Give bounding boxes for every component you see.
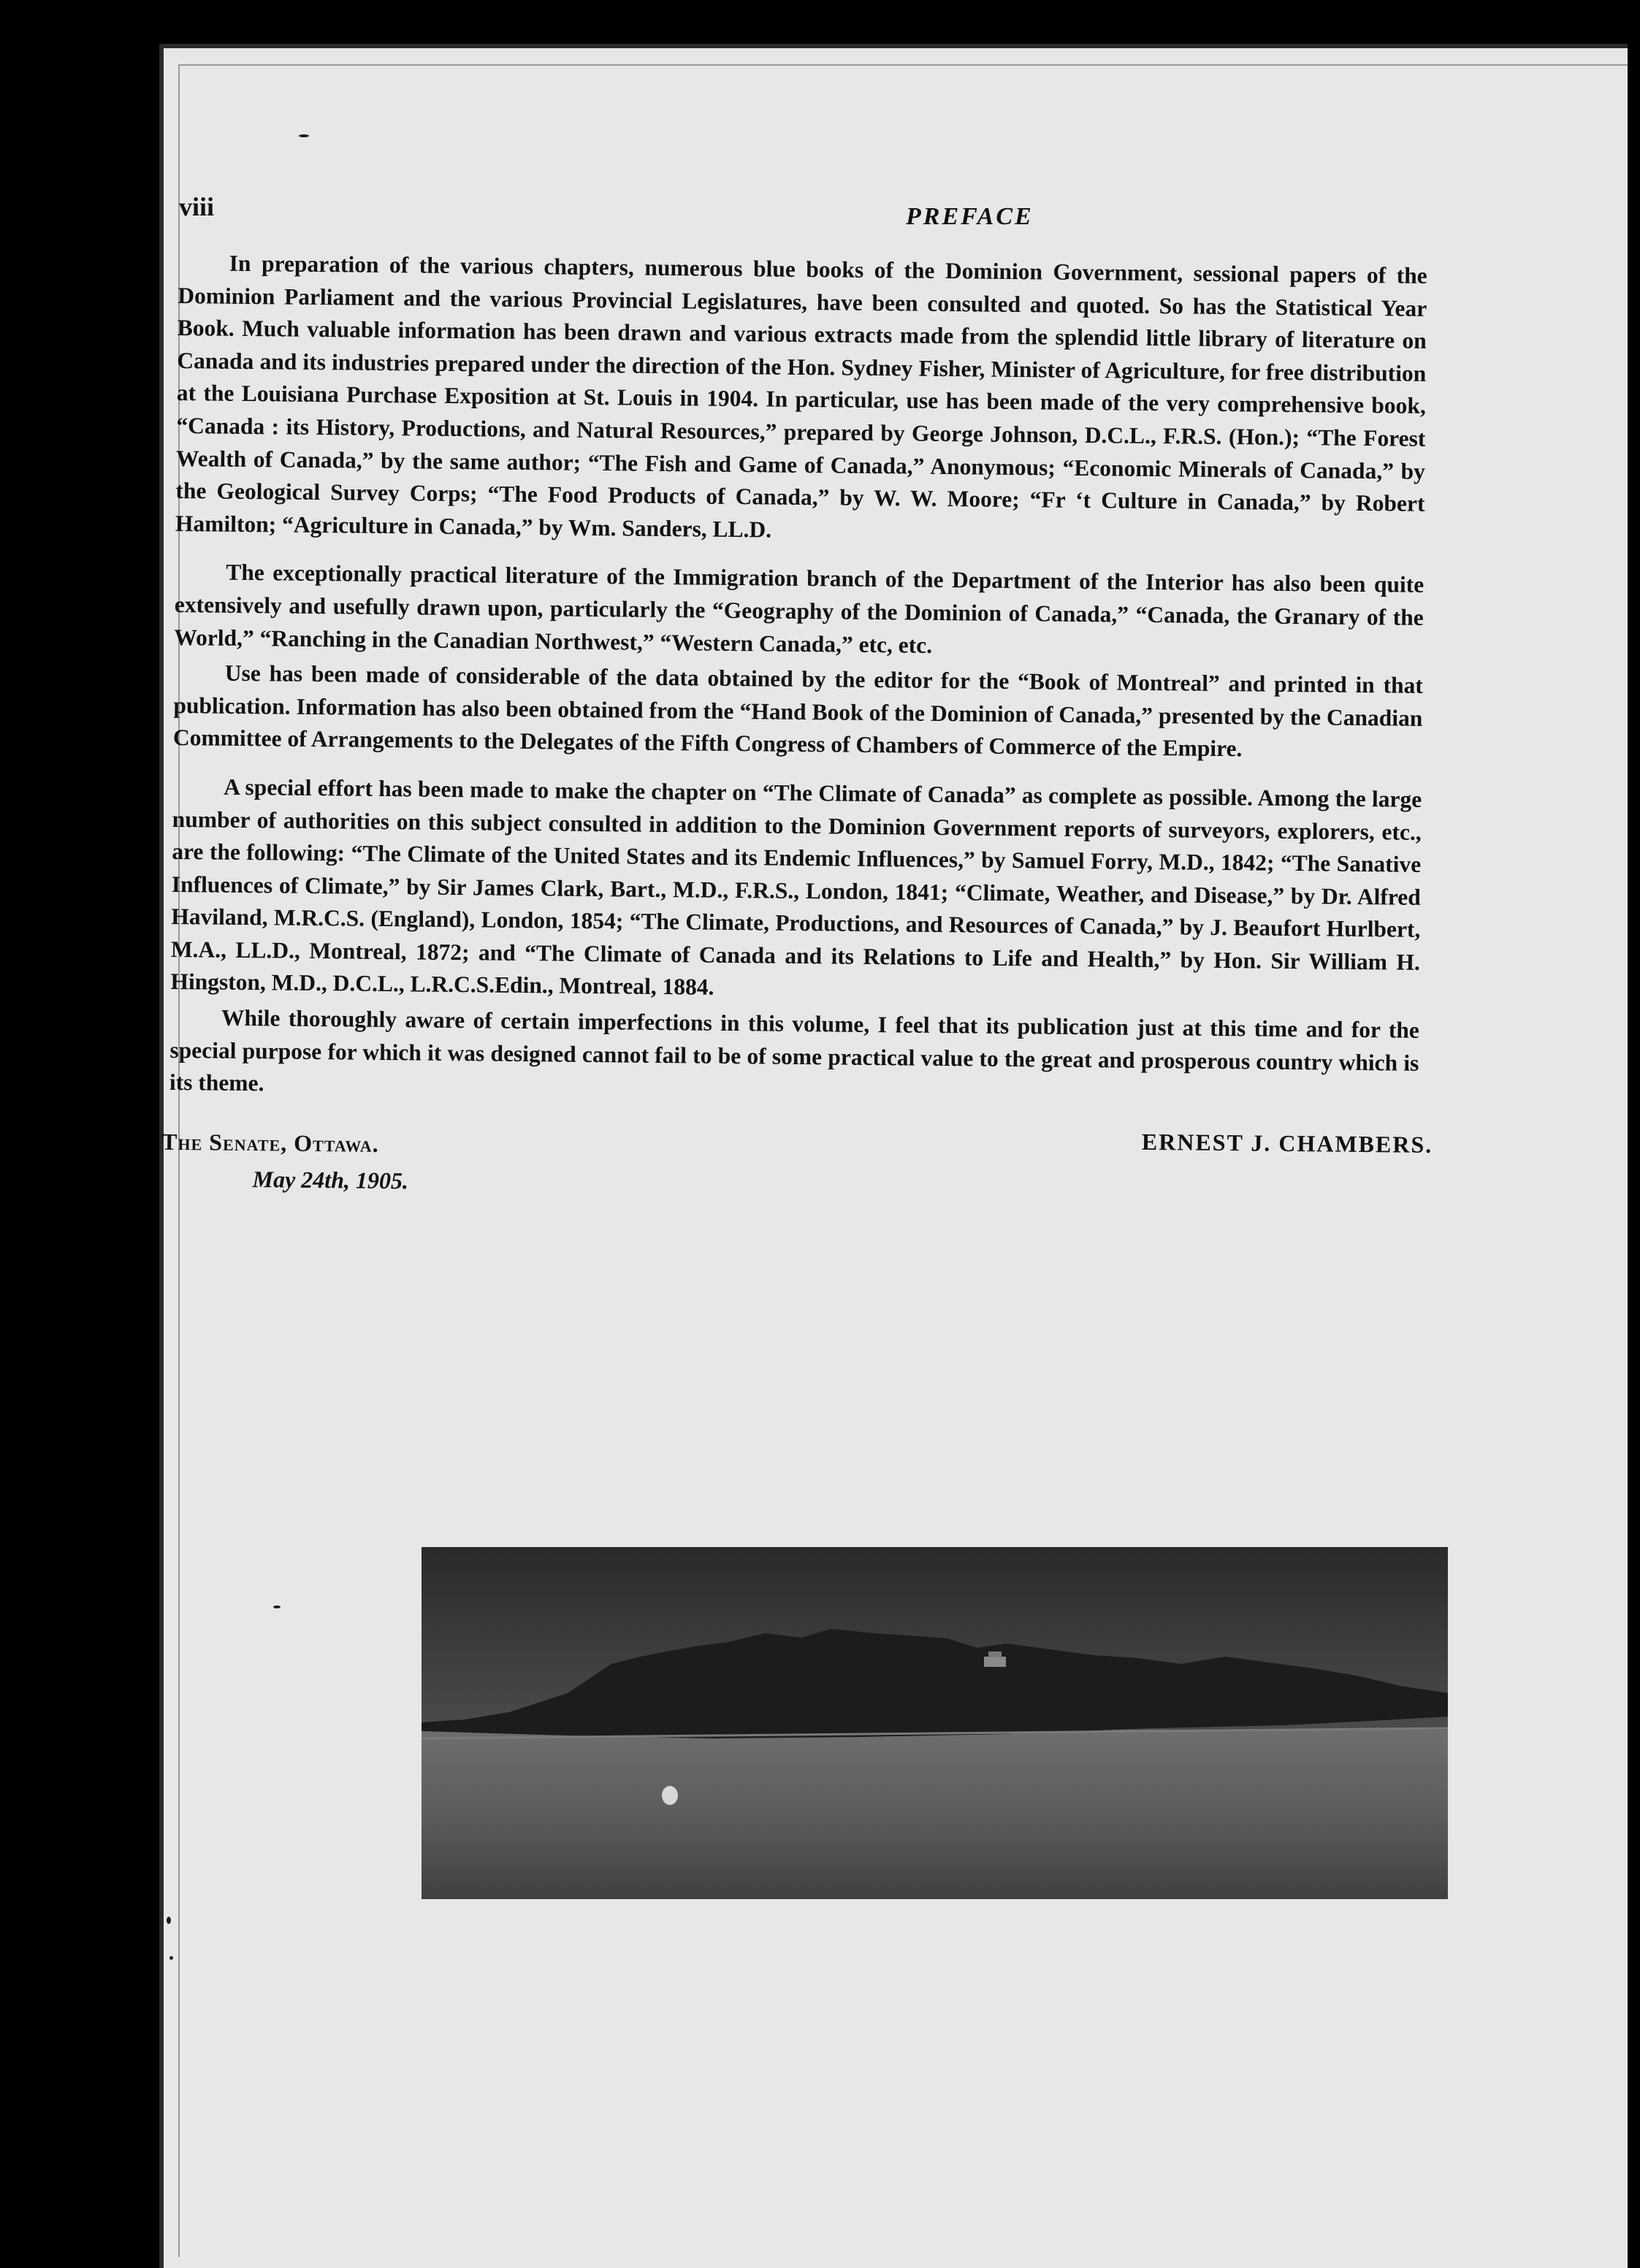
photo-image (422, 1547, 1448, 1899)
signature-block (161, 1126, 1433, 1204)
running-head: PREFACE (906, 203, 1034, 230)
scan-speck (273, 1605, 281, 1608)
paragraph-sources: In preparation of the various chapters, numerous blue books of the Dominion Government, sessional papers of the Dominion Parliament and the various Provincial Legislatures, have been consulted and quoted. So has the Statistical Year Book. Much valuable information has been drawn and various extracts made from the splendid little library of literature on Canada and its industries prepared under the direction of the Hon. Sydney Fisher, Minister of Agriculture, for free distribution at the Louisiana Purchase Exposition at St. Louis in 1904. In particular, use has been made of the very comprehensive book, “Canada : its History, Productions, and Natural Resources,” prepared by George Johnson, D.C.L., F.R.S. (Hon.); “The Forest Wealth of Canada,” by the same author; “The Fish and Game of Canada,” Anonymous; “Economic Minerals of Canada,” by the Geological Survey Corps; “The Food Products of Canada,” by W. W. Moore; “Fr ‘t Culture in Canada,” by Robert Hamilton; “Agriculture in Canada,” by Wm. Sanders, LL.D. (175, 250, 1427, 543)
scan-speck (167, 1917, 171, 1924)
signature-place: The Senate, Ottawa. (161, 1128, 379, 1157)
signature-name: ERNEST J. CHAMBERS. (1141, 1128, 1433, 1158)
scan-speck (299, 134, 309, 137)
paragraph-closing: While thoroughly aware of certain imperfections in this volume, I feel that its publication just at this time and for the special purpose for which it was designed cannot fail to be of some practical value to the great and prosperous country which is its theme. (169, 1004, 1420, 1096)
scan-speck (169, 1956, 173, 1960)
signature-date: May 24th, 1905. (252, 1165, 409, 1194)
preface-text (161, 247, 1433, 1204)
paragraph-immigration: The exceptionally practical literature of the Immigration branch of the Department of the Interior has also been quite extensively and usefully drawn upon, particularly the “Geography of the Dominion of Canada,” “Canada, the Granary of the World,” “Ranching in the Canadian Northwest,” “Western Canada,” etc, etc. (174, 560, 1424, 658)
paragraph-montreal: Use has been made of considerable of the data obtained by the editor for the “Book of Montreal” and printed in that publication. Information has also been obtained from the “Hand Book of the Dominion of Canada,” presented by the Canadian Committee of Arrangements to the Delegates of the Fifth Congress of Chambers of Commerce of the Empire. (172, 660, 1423, 762)
landscape-photograph (422, 1547, 1448, 1899)
paragraph-climate: A special effort has been made to make the chapter on “The Climate of Canada” as complete as possible. Among the large number of authorities on this subject consulted in addition to the Dominion Government reports of surveyors, explorers, etc., are the following: “The Climate of the United States and its Endemic Influences,” by Samuel Forry, M.D., 1842; “The Sanative Influences of Climate,” by Sir James Clark, Bart., M.D., F.R.S., London, 1841; “Climate, Weather, and Disease,” by Dr. Alfred Haviland, M.R.C.S. (England), London, 1854; “The Climate, Productions, and Resources of Canada,” by J. Beaufort Hurlbert, M.A., LL.D., Montreal, 1872; and “The Climate of Canada and its Relations to Life and Health,” by Hon. Sir William H. Hingston, M.D., D.C.L., L.R.C.S.Edin., Montreal, 1884. (170, 774, 1422, 1001)
page-number: viii (179, 192, 215, 221)
